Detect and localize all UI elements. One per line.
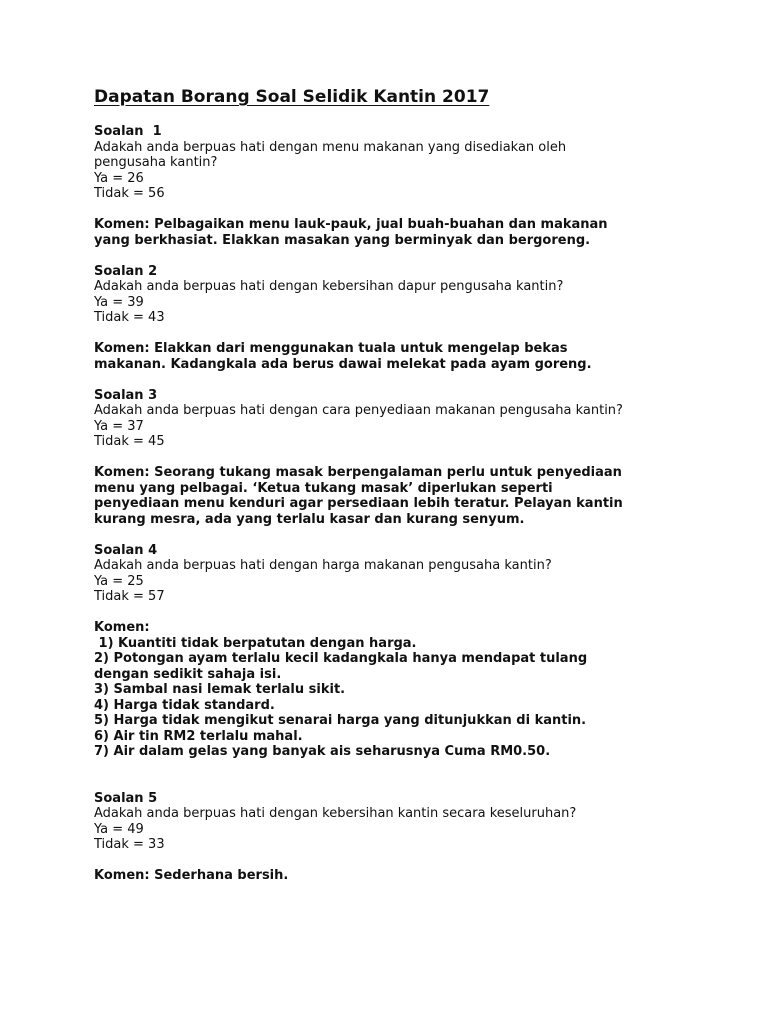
document-title: Dapatan Borang Soal Selidik Kantin 2017 [94, 87, 490, 107]
comment-block [94, 217, 694, 248]
comment-line: penyediaan menu kenduri agar persediaan lebih teratur. Pelayan kantin [94, 496, 623, 511]
section-soalan-2 [94, 264, 694, 373]
comment-block [94, 341, 694, 372]
document-body [94, 124, 694, 899]
answer-tidak-count: Tidak = 45 [94, 434, 165, 449]
comment-line: 6) Air tin RM2 terlalu mahal. [94, 728, 303, 744]
section-soalan-3 [94, 388, 694, 528]
section-soalan-4 [94, 543, 694, 791]
answer-ya-count: Ya = 49 [94, 821, 144, 837]
comment-line: makanan. Kadangkala ada berus dawai melekat pada ayam goreng. [94, 356, 592, 372]
comment-line: yang berkhasiat. Elakkan masakan yang berminyak dan bergoreng. [94, 232, 591, 248]
answer-tidak-count: Tidak = 57 [94, 589, 165, 604]
question-heading: Soalan 2 [94, 263, 158, 279]
section-soalan-5 [94, 791, 694, 884]
answer-tidak-count: Tidak = 43 [94, 310, 165, 325]
comment-line: kurang mesra, ada yang terlalu kasar dan kurang senyum. [94, 511, 525, 527]
comment-line: dengan sedikit sahaja isi. [94, 666, 282, 682]
comment-line: Komen: Elakkan dari menggunakan tuala untuk mengelap bekas [94, 341, 568, 356]
comment-block [94, 465, 694, 527]
comment-line: Komen: Pelbagaikan menu lauk-pauk, jual buah-buahan dan makanan [94, 217, 608, 232]
comment-line: 1) Kuantiti tidak berpatutan dengan harga. [94, 635, 417, 651]
comment-block [94, 868, 694, 884]
comment-line: 4) Harga tidak standard. [94, 697, 275, 713]
answer-ya-count: Ya = 25 [94, 573, 144, 589]
question-heading: Soalan 4 [94, 542, 158, 558]
question-text-line: Adakah anda berpuas hati dengan cara penyediaan makanan pengusaha kantin? [94, 403, 623, 418]
question-text-line: Adakah anda berpuas hati dengan kebersihan kantin secara keseluruhan? [94, 806, 577, 821]
question-text-line: Adakah anda berpuas hati dengan kebersihan dapur pengusaha kantin? [94, 279, 564, 294]
comment-line: Komen: Sederhana bersih. [94, 868, 289, 883]
answer-ya-count: Ya = 26 [94, 170, 144, 186]
question-heading: Soalan 5 [94, 790, 158, 806]
question-text-line: Adakah anda berpuas hati dengan menu makanan yang disediakan oleh [94, 139, 567, 155]
question-text-line: pengusaha kantin? [94, 155, 218, 170]
question-text-line: Adakah anda berpuas hati dengan harga makanan pengusaha kantin? [94, 558, 552, 573]
spacer [94, 775, 694, 791]
answer-tidak-count: Tidak = 56 [94, 186, 165, 201]
comment-line: Komen: Seorang tukang masak berpengalaman perlu untuk penyediaan [94, 465, 622, 480]
answer-ya-count: Ya = 39 [94, 294, 144, 310]
comment-line: 2) Potongan ayam terlalu kecil kadangkala hanya mendapat tulang [94, 651, 588, 666]
comment-line: menu yang pelbagai. ‘Ketua tukang masak’ diperlukan seperti [94, 480, 553, 496]
section-soalan-1 [94, 124, 694, 248]
comment-block [94, 620, 694, 760]
answer-tidak-count: Tidak = 33 [94, 837, 165, 852]
answer-ya-count: Ya = 37 [94, 418, 144, 434]
question-heading: Soalan 1 [94, 124, 162, 139]
comment-line: 3) Sambal nasi lemak terlalu sikit. [94, 682, 346, 697]
comment-line: Komen: [94, 620, 150, 635]
comment-line: 7) Air dalam gelas yang banyak ais seharusnya Cuma RM0.50. [94, 744, 551, 759]
comment-line: 5) Harga tidak mengikut senarai harga yang ditunjukkan di kantin. [94, 713, 587, 728]
question-heading: Soalan 3 [94, 387, 158, 403]
